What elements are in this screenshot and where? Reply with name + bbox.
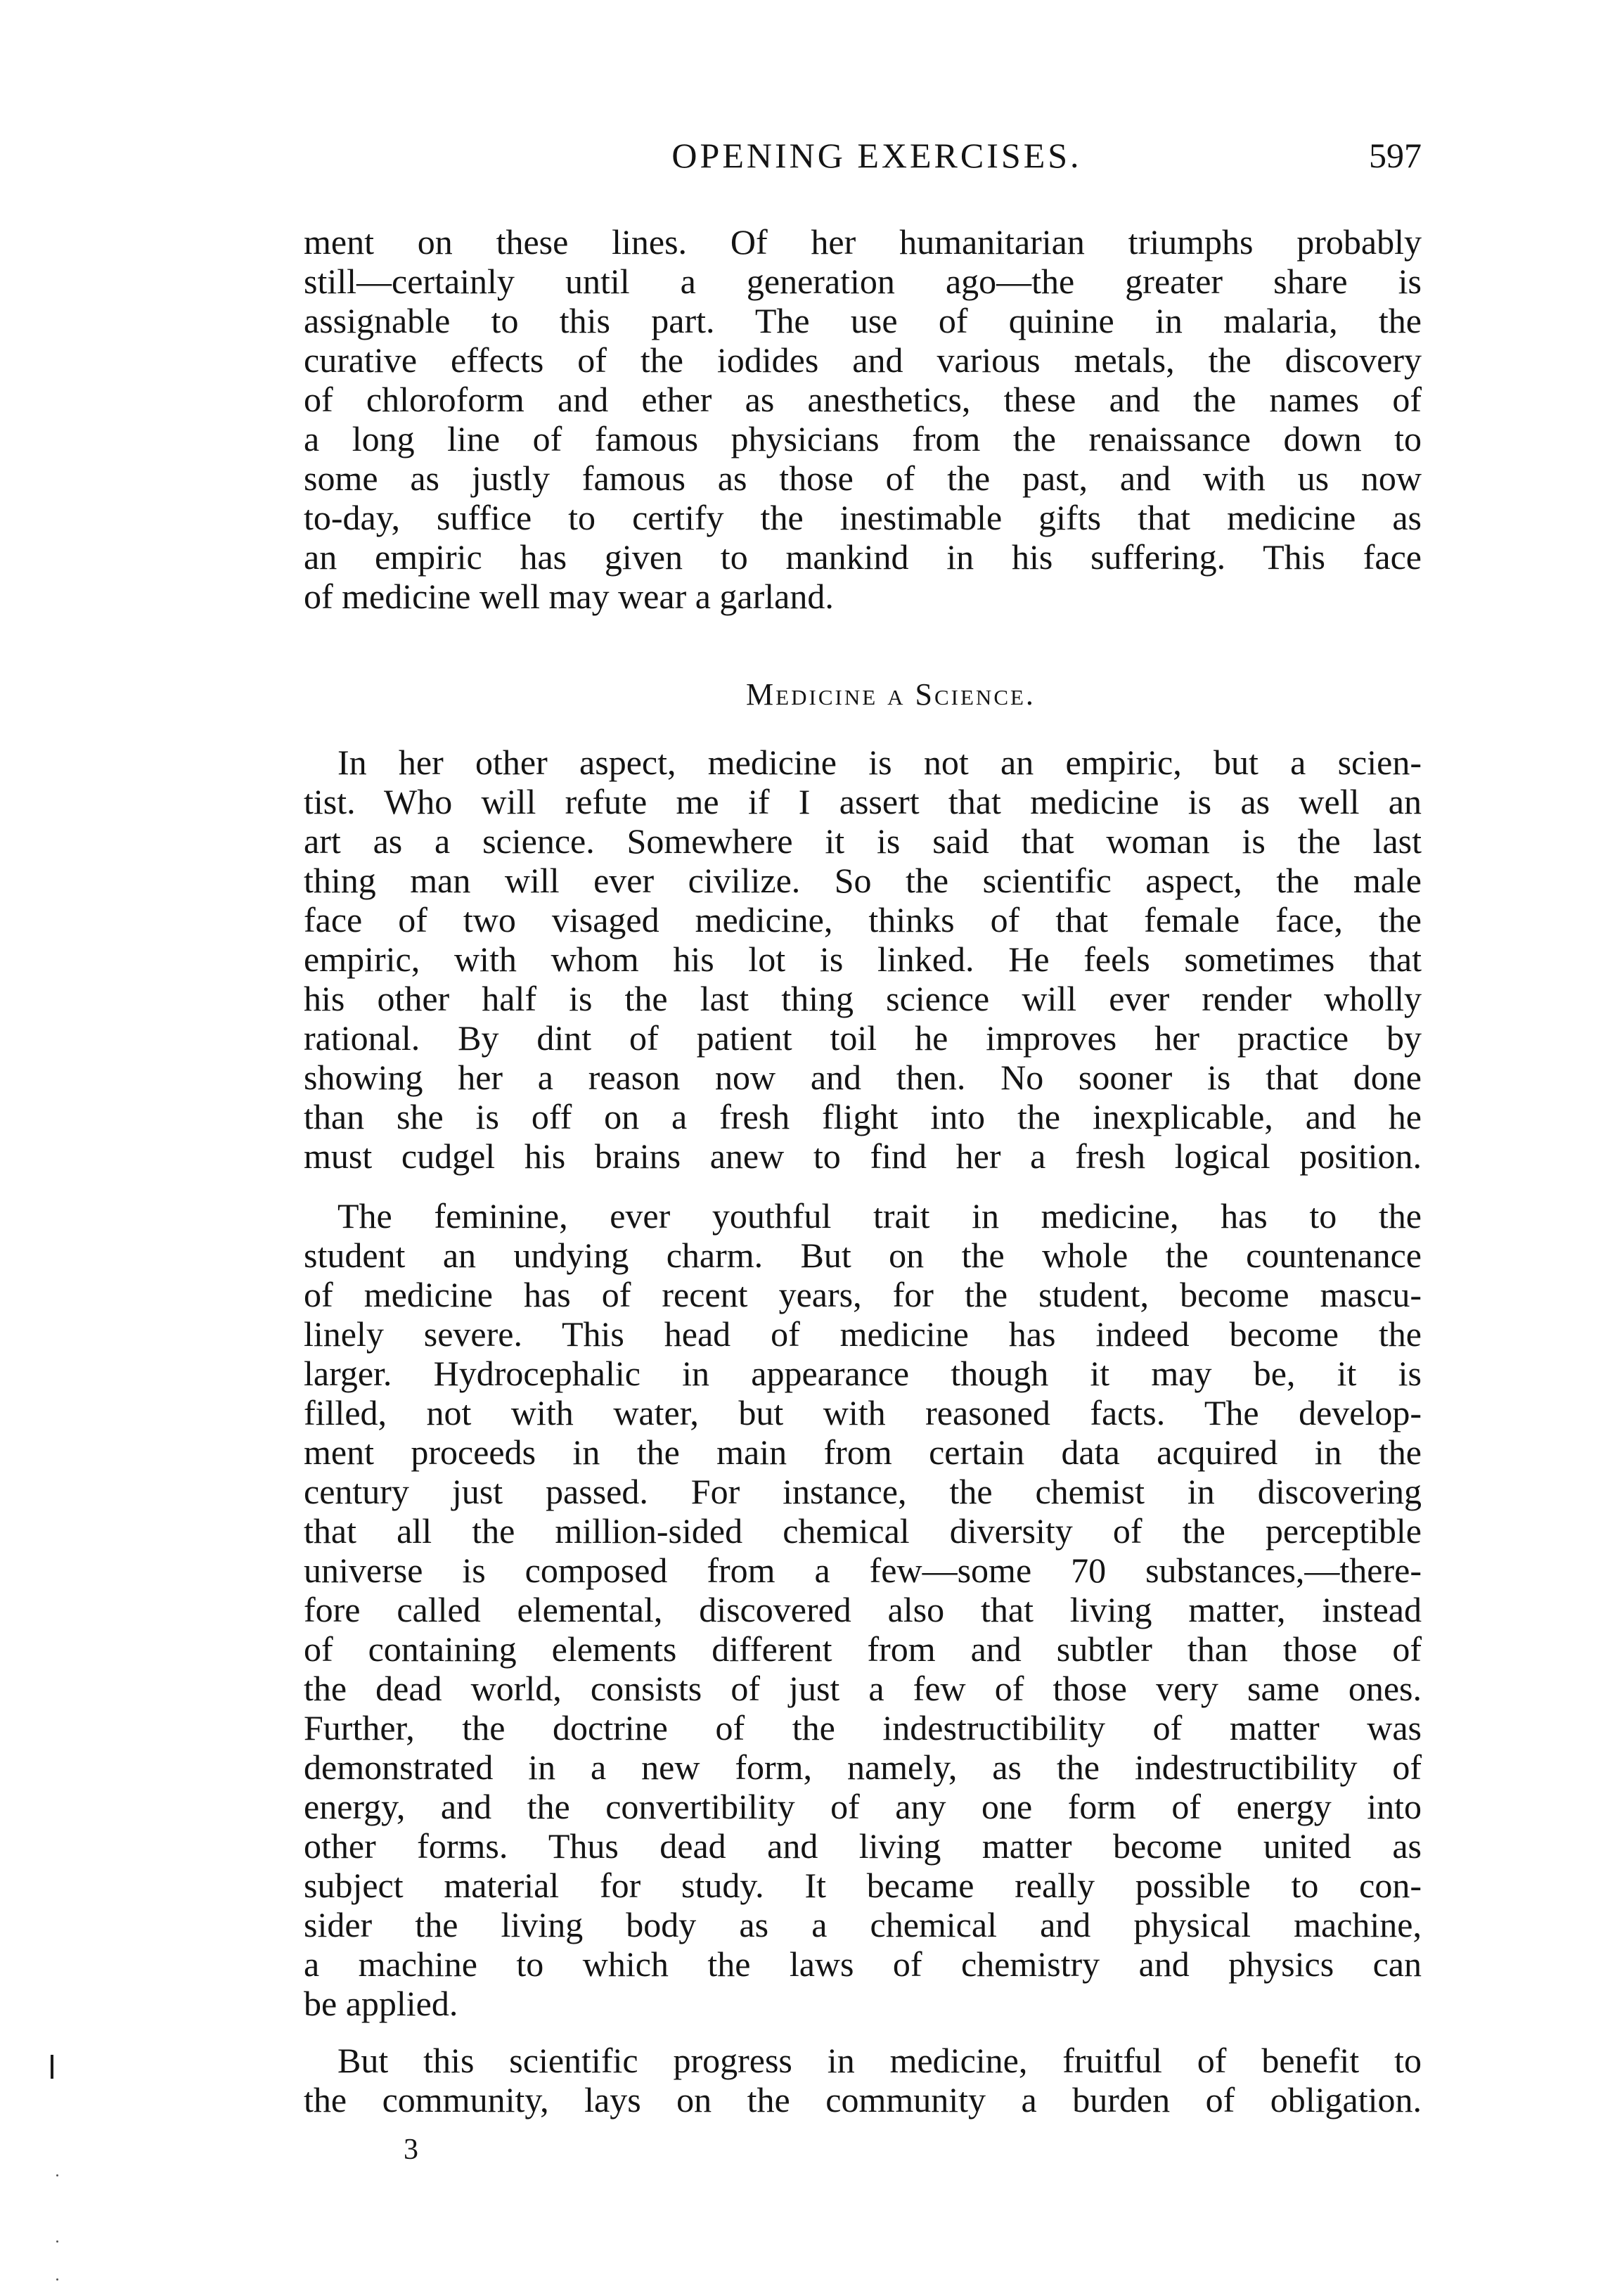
- text-line: of medicine well may wear a garland.: [304, 577, 834, 616]
- text-line: century just passed. For instance, the chemist in discovering: [304, 1472, 1422, 1511]
- text-line: of containing elements different from and subtler than those of: [304, 1629, 1422, 1669]
- text-line: student an undying charm. But on the whole the countenance: [304, 1236, 1422, 1275]
- text-line: Further, the doctrine of the indestructibility of matter was: [304, 1708, 1422, 1747]
- text-line: In her other aspect, medicine is not an empiric, but a scien-: [337, 743, 1422, 782]
- text-line: a long line of famous physicians from the renaissance down to: [304, 419, 1422, 458]
- text-line: demonstrated in a new form, namely, as the indestructibility of: [304, 1747, 1422, 1787]
- text-line: sider the living body as a chemical and physical machine,: [304, 1905, 1422, 1944]
- running-head: [304, 131, 1422, 180]
- text-line: of chloroform and ether as anesthetics, these and the names of: [304, 380, 1422, 419]
- text-line: of medicine has of recent years, for the student, become mascu-: [304, 1275, 1422, 1314]
- text-line: subject material for study. It became really possible to con-: [304, 1866, 1422, 1905]
- margin-speck: [56, 2240, 58, 2243]
- text-line: fore called elemental, discovered also that living matter, instead: [304, 1590, 1422, 1629]
- text-line: his other half is the last thing science will ever render wholly: [304, 979, 1422, 1018]
- margin-speck: [56, 2278, 58, 2281]
- text-line: the community, lays on the community a burden of obligation.: [304, 2080, 1422, 2119]
- signature-mark: 3: [404, 2134, 418, 2166]
- paragraph-2: [304, 743, 1422, 1176]
- margin-ink-mark: [51, 2055, 53, 2079]
- paragraph-4: [304, 2041, 1422, 2119]
- page-number: 597: [1369, 136, 1422, 175]
- text-line: be applied.: [304, 1984, 458, 2023]
- text-line: curative effects of the iodides and various metals, the discovery: [304, 340, 1422, 380]
- text-line: other forms. Thus dead and living matter become united as: [304, 1826, 1422, 1866]
- text-line: ment on these lines. Of her humanitarian triumphs probably: [304, 222, 1422, 262]
- text-line: The feminine, ever youthful trait in medicine, has to the: [337, 1196, 1422, 1236]
- text-line: than she is off on a fresh flight into the inexplicable, and he: [304, 1097, 1422, 1136]
- text-line: tist. Who will refute me if I assert that medicine is as well an: [304, 782, 1422, 821]
- text-line: some as justly famous as those of the past, and with us now: [304, 458, 1422, 498]
- text-line: empiric, with whom his lot is linked. He feels sometimes that: [304, 939, 1422, 979]
- text-line: universe is composed from a few—some 70 substances,—there-: [304, 1551, 1422, 1590]
- text-line: still—certainly until a generation ago—the greater share is: [304, 262, 1422, 301]
- text-line: to-day, suffice to certify the inestimable gifts that medicine as: [304, 498, 1422, 537]
- text-line: larger. Hydrocephalic in appearance though it may be, it is: [304, 1354, 1422, 1393]
- text-line: face of two visaged medicine, thinks of that female face, the: [304, 900, 1422, 939]
- text-line: a machine to which the laws of chemistry and physics can: [304, 1944, 1422, 1984]
- text-line: the dead world, consists of just a few of those very same ones.: [304, 1669, 1422, 1708]
- section-heading: Medicine a Science.: [746, 677, 1036, 712]
- text-line: assignable to this part. The use of quinine in malaria, the: [304, 301, 1422, 340]
- text-line: thing man will ever civilize. So the scientific aspect, the male: [304, 861, 1422, 900]
- running-title: OPENING EXERCISES.: [671, 136, 1082, 175]
- text-line: art as a science. Somewhere it is said that woman is the last: [304, 821, 1422, 861]
- text-line: showing her a reason now and then. No sooner is that done: [304, 1058, 1422, 1097]
- text-line: ment proceeds in the main from certain data acquired in the: [304, 1432, 1422, 1472]
- text-line: must cudgel his brains anew to find her a fresh logical position.: [304, 1136, 1422, 1176]
- text-line: linely severe. This head of medicine has indeed become the: [304, 1314, 1422, 1354]
- text-line: filled, not with water, but with reasoned facts. The develop-: [304, 1393, 1422, 1432]
- text-line: energy, and the convertibility of any one form of energy into: [304, 1787, 1422, 1826]
- text-line: But this scientific progress in medicine, fruitful of benefit to: [337, 2041, 1422, 2080]
- margin-speck: [56, 2174, 58, 2176]
- text-line: an empiric has given to mankind in his suffering. This face: [304, 537, 1422, 577]
- paragraph-1: [304, 222, 1422, 616]
- text-line: rational. By dint of patient toil he improves her practice by: [304, 1018, 1422, 1058]
- paragraph-3: [304, 1196, 1422, 2023]
- text-line: that all the million-sided chemical diversity of the perceptible: [304, 1511, 1422, 1551]
